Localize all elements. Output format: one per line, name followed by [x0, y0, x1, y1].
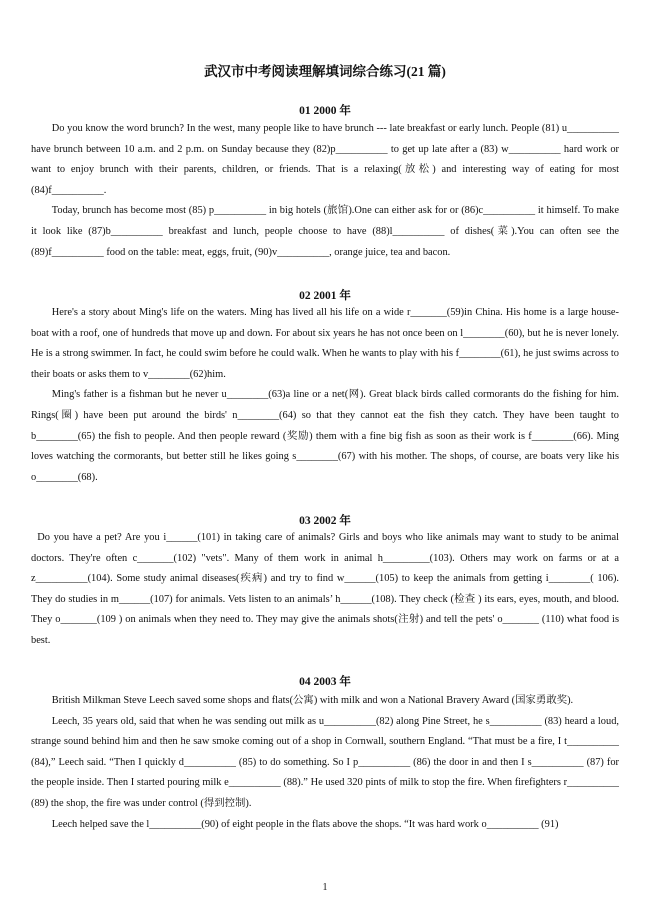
document-title: 武汉市中考阅读理解填词综合练习(21 篇) [204, 64, 446, 79]
paragraph: Leech, 35 years old, said that when he was sending out milk as u__________(82) along Pine Street, he s__________ (83) heard a loud, strange sound behind him and then he saw smoke coming out of a shop in Cornwall, southern England. “That must be a fire, I t__________ (84),” Leech said. “Then I quickly d__________ (85) to do something. So I p__________ (86) the door in and then I s__________ (87) for the people inside. Then I started pouring milk e__________ (88).” He used 320 pints of milk to stop the fire. When firefighters r__________ (89) the shop, the fire was under control (得到控制). [31, 715, 619, 809]
page-number: 1 [322, 882, 328, 893]
section-heading-01: 01 2000 年 [299, 105, 351, 117]
paragraph: Do you have a pet? Are you i______(101) in taking care of animals? Girls and boys who like animals may want to study to be animal doctors. They're often c_______(102) "vets". Many of them work in animal h_________(103). Others may work on farms or at a z__________(104). Some study animal diseases(疾病) and try to find w______(105) to keep the animals from getting i________( 106). They do studies in m______(107) for animals. Vets listen to an animals’ h______(108). They check (检查 ) its ears, eyes, mouth, and blood. They o_______(109 ) on animals when they need to. They may give the animals shots(注射) and tell the pets' o_______ (110) what food is best. [31, 532, 619, 646]
paragraph: Here's a story about Ming's life on the waters. Ming has lived all his life on a wide r_______(59)in China. His home is a large house-boat with a roof, one of hundreds that move up and down. For about six years he has not once been on l________(60), but he is never lonely. He is a strong swimmer. In fact, he could swim before he could walk. When he wants to play with his f________(61), he just swims across to their boats or asks them to v________(62)him. [31, 307, 619, 380]
section-heading-04: 04 2003 年 [299, 676, 351, 688]
section-04-body [31, 691, 619, 835]
section-01-body [31, 119, 619, 263]
section-03-body [31, 528, 619, 652]
paragraph: Today, brunch has become most (85) p__________ in big hotels (旅馆).One can either ask for or (86)c__________ it himself. To make it look like (87)b__________ breakfast and lunch, people choose to have (88)l__________ of dishes(菜).You can often see the (89)f__________ food on the table: meat, eggs, fruit, (90)v__________, orange juice, tea and bacon. [31, 205, 619, 258]
paragraph: Ming's father is a fishman but he never u________(63)a line or a net(网). Great black birds called cormorants do the fishing for him. Rings(圈) have been put around the birds' n________(64) so that they cannot eat the fish they catch. They have been taught to b________(65) the fish to people. And then people reward (奖励) them with a fine big fish as soon as their work is f________(66). Ming loves watching the cormorants, but better still he likes going s________(67) with his mother. The shops, of course, are boats very like his o________(68). [31, 389, 619, 483]
section-heading-02: 02 2001 年 [299, 290, 351, 302]
section-02-body [31, 303, 619, 488]
paragraph: Leech helped save the l__________(90) of eight people in the flats above the shops. “It was hard work o__________ (91) [51, 818, 559, 830]
paragraph: British Milkman Steve Leech saved some shops and flats(公寓) with milk and won a National Bravery Award (国家勇敢奖). [51, 695, 574, 706]
section-heading-03: 03 2002 年 [299, 515, 351, 527]
paragraph: Do you know the word brunch? In the west, many people like to have brunch --- late breakfast or early lunch. People (81) u__________ have brunch between 10 a.m. and 2 p.m. on Sunday because they (82)p__________ to get up late after a (83) w__________ hard work or want to enjoy brunch with their parents, children, or friends. That is a relaxing(放松) and interesting way of eating for most (84)f__________. [31, 123, 619, 196]
